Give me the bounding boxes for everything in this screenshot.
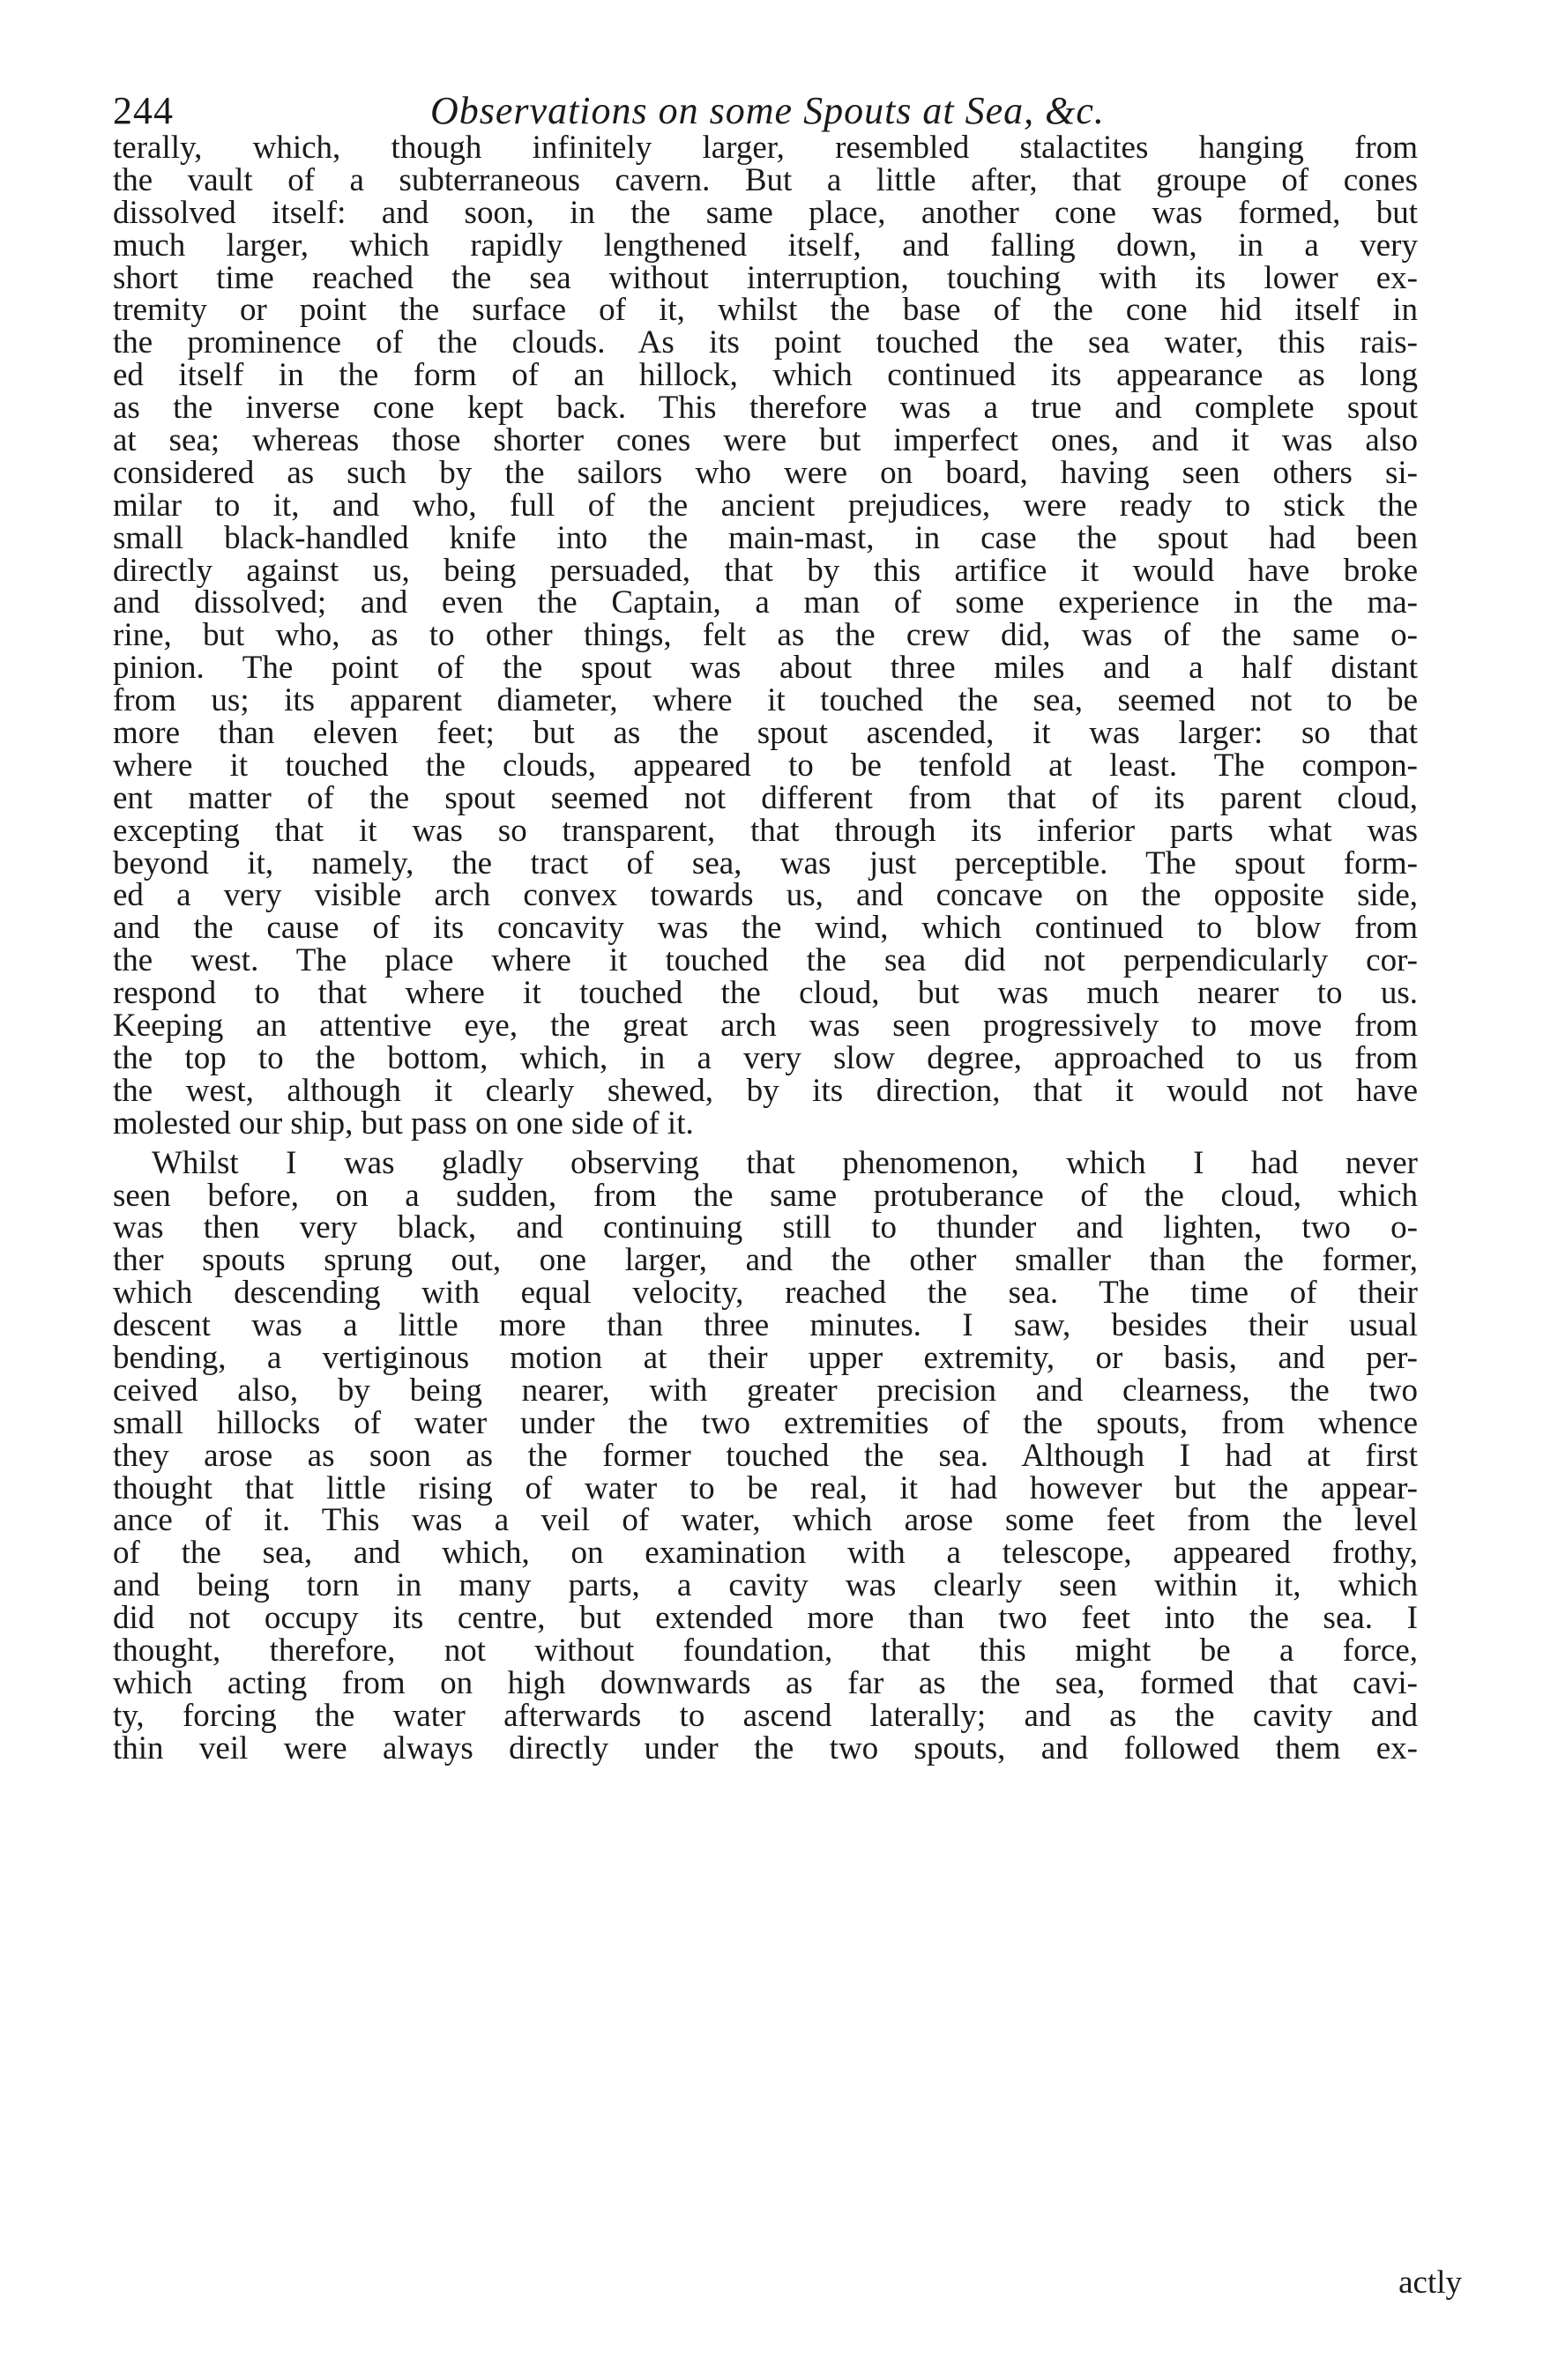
text-line: the west, although it clearly shewed, by its direction, that it would not have — [113, 1072, 1418, 1109]
text-line: they arose as soon as the former touched the sea. Although I had at first — [113, 1437, 1418, 1474]
text-line: the prominence of the clouds. As its point touched the sea water, this rais- — [113, 324, 1418, 361]
text-line: and dissolved; and even the Captain, a man of some experience in the ma- — [113, 584, 1418, 621]
text-line: the top to the bottom, which, in a very slow degree, approached to us from — [113, 1039, 1418, 1076]
text-line: thought, therefore, not without foundation, that this might be a force, — [113, 1632, 1418, 1669]
page-number: 244 — [113, 89, 174, 132]
text-line: which descending with equal velocity, reached the sea. The time of their — [113, 1275, 1418, 1312]
text-line: excepting that it was so transparent, that through its inferior parts what was — [113, 812, 1418, 849]
text-line: thought that little rising of water to be real, it had however but the appear- — [113, 1469, 1418, 1506]
text-line: directly against us, being persuaded, that by this artifice it would have broke — [113, 552, 1418, 589]
text-line: considered as such by the sailors who were on board, having seen others si- — [113, 454, 1418, 491]
text-line: dissolved itself: and soon, in the same place, another cone was formed, but — [113, 194, 1418, 231]
text-line: beyond it, namely, the tract of sea, was just perceptible. The spout form- — [113, 844, 1418, 881]
text-line: respond to that where it touched the cloud, but was much nearer to us. — [113, 975, 1418, 1012]
text-line: the vault of a subterraneous cavern. But a little after, that groupe of cones — [113, 161, 1418, 198]
text-line: as the inverse cone kept back. This therefore was a true and complete spout — [113, 390, 1418, 427]
text-line: ent matter of the spout seemed not different from that of its parent cloud, — [113, 779, 1418, 816]
text-line: ther spouts sprung out, one larger, and the other smaller than the former, — [113, 1242, 1418, 1279]
text-line: terally, which, though infinitely larger, resembled stalactites hanging from — [113, 130, 1418, 166]
running-title: Observations on some Spouts at Sea, &c. — [430, 89, 1105, 132]
text-line: ceived also, by being nearer, with greater precision and clearness, the two — [113, 1372, 1418, 1409]
text-line: Whilst I was gladly observing that phenomenon, which I had never — [152, 1144, 1418, 1181]
text-line: milar to it, and who, full of the ancient prejudices, were ready to stick the — [113, 487, 1418, 524]
text-line: seen before, on a sudden, from the same protuberance of the cloud, which — [113, 1177, 1418, 1214]
text-line: ed itself in the form of an hillock, which continued its appearance as long — [113, 357, 1418, 394]
text-line: molested our ship, but pass on one side of it. — [113, 1104, 694, 1142]
text-line: was then very black, and continuing still to thunder and lighten, two o- — [113, 1209, 1418, 1246]
text-line: descent was a little more than three minutes. I saw, besides their usual — [113, 1307, 1418, 1344]
text-line: tremity or point the surface of it, whilst the base of the cone hid itself in — [113, 292, 1418, 329]
text-line: short time reached the sea without interruption, touching with its lower ex- — [113, 259, 1418, 296]
text-line: where it touched the clouds, appeared to be tenfold at least. The compon- — [113, 747, 1418, 784]
text-line: much larger, which rapidly lengthened itself, and falling down, in a very — [113, 227, 1418, 264]
text-line: ty, forcing the water afterwards to ascend laterally; and as the cavity and — [113, 1697, 1418, 1734]
text-line: ance of it. This was a veil of water, which arose some feet from the level — [113, 1502, 1418, 1539]
text-line: the west. The place where it touched the sea did not perpendicularly cor- — [113, 942, 1418, 979]
text-line: bending, a vertiginous motion at their upper extremity, or basis, and per- — [113, 1339, 1418, 1376]
text-line: and being torn in many parts, a cavity was clearly seen within it, which — [113, 1567, 1418, 1604]
text-line: thin veil were always directly under the two spouts, and followed them ex- — [113, 1729, 1418, 1766]
text-line: from us; its apparent diameter, where it touched the sea, seemed not to be — [113, 682, 1418, 719]
text-line: small hillocks of water under the two extremities of the spouts, from whence — [113, 1404, 1418, 1441]
body-text — [113, 132, 1418, 1766]
text-line: did not occupy its centre, but extended more than two feet into the sea. I — [113, 1600, 1418, 1637]
text-line: which acting from on high downwards as far as the sea, formed that cavi- — [113, 1664, 1418, 1701]
text-line: and the cause of its concavity was the wind, which continued to blow from — [113, 910, 1418, 947]
text-line: rine, but who, as to other things, felt as the crew did, was of the same o- — [113, 617, 1418, 654]
catchword: actly — [1398, 2265, 1462, 2301]
text-line: small black-handled knife into the main-mast, in case the spout had been — [113, 519, 1418, 556]
text-line: pinion. The point of the spout was about three miles and a half distant — [113, 650, 1418, 687]
text-line: Keeping an attentive eye, the great arch was seen progressively to move from — [113, 1008, 1418, 1045]
paragraph-1 — [113, 132, 1418, 1141]
text-line: more than eleven feet; but as the spout ascended, it was larger: so that — [113, 715, 1418, 752]
text-line: at sea; whereas those shorter cones were but imperfect ones, and it was also — [113, 422, 1418, 459]
text-line: of the sea, and which, on examination with a telescope, appeared frothy, — [113, 1535, 1418, 1572]
paragraph-2 — [113, 1144, 1418, 1766]
text-line: ed a very visible arch convex towards us, and concave on the opposite side, — [113, 877, 1418, 914]
